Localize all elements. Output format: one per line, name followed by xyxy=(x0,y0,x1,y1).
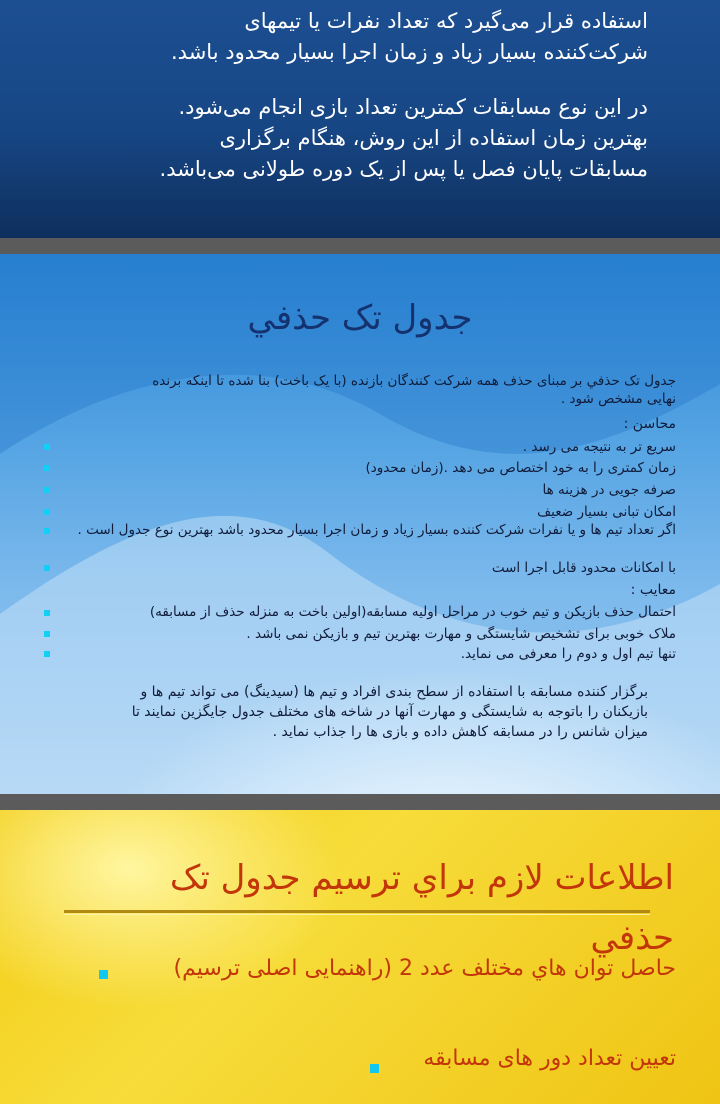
text-line: بهترین زمان استفاده از این روش، هنگام برگزاری xyxy=(219,126,648,150)
slide3-bullet-item: حاصل توان هاي مختلف عدد 2 (راهنمايی اصلی ترسیم) xyxy=(173,956,676,981)
cons-item: تنها تیم اول و دوم را معرفی می نماید. xyxy=(460,646,676,662)
slide2-title: جدول تک حذفي xyxy=(247,298,473,338)
bullet-icon xyxy=(44,528,50,534)
slide3-bullet-item: تعیین تعداد دور های مسابقه xyxy=(423,1046,676,1071)
cons-item: ملاک خوبی برای تشخیص شایستگی و مهارت بهترین تیم و بازیکن نمی باشد . xyxy=(246,626,676,642)
slide3-title: اطلاعات لازم براي ترسيم جدول تک حذفي xyxy=(169,858,674,958)
pros-item: اگر تعداد تیم ها و یا نفرات شرکت کننده بسیار زیاد و زمان اجرا بسیار محدود باشد بهترین نوع جدول است . xyxy=(77,522,676,538)
slide-3 xyxy=(0,810,720,1104)
text-line: شرکت‌کننده بسیار زیاد و زمان اجرا بسیار محدود باشد. xyxy=(171,40,648,64)
bullet-icon xyxy=(99,970,108,979)
text-line: بازیکنان را باتوجه به شایستگی و مهارت آنها در شاخه های مختلف جدول جایگزین نمایند تا xyxy=(131,704,648,720)
bullet-icon xyxy=(44,565,50,571)
bullet-icon xyxy=(44,487,50,493)
pros-item: سریع تر به نتیجه می رسد . xyxy=(522,439,676,455)
pros-item: زمان کمتری را به خود اختصاص می دهد .(زمان محدود) xyxy=(365,460,676,476)
slide1-paragraph-1 xyxy=(88,6,648,68)
bullet-icon xyxy=(44,444,50,450)
slide-1 xyxy=(0,0,720,238)
bullet-icon xyxy=(44,465,50,471)
pros-item: صرفه جویی در هزینه ها xyxy=(542,482,676,498)
cons-item: احتمال حذف بازیکن و تیم خوب در مراحل اولیه مسابقه(اولین باخت به منزله حذف از مسابقه) xyxy=(149,604,676,620)
text-line: استفاده قرار می‌گیرد که تعداد نفرات یا تیمهای xyxy=(244,9,648,33)
slide2-intro xyxy=(66,372,676,408)
slide2-footer xyxy=(58,682,648,742)
bullet-icon xyxy=(44,610,50,616)
cons-heading: معایب : xyxy=(630,582,676,598)
text-line: در این نوع مسابقات کمترین تعداد بازی انجام می‌شود. xyxy=(178,95,648,119)
bullet-icon xyxy=(44,509,50,515)
bullet-icon xyxy=(44,631,50,637)
bullet-icon xyxy=(44,651,50,657)
slide1-paragraph-2 xyxy=(78,92,648,185)
text-line: میزان شانس را در مسابقه کاهش داده و بازی ها را جذاب نماید . xyxy=(272,724,648,740)
title-underline xyxy=(64,910,650,913)
text-line: برگزار کننده مسابقه با استفاده از سطح بندی افراد و تیم ها (سیدینگ) می تواند تیم ها و xyxy=(140,684,648,700)
pros-heading: محاسن : xyxy=(623,416,676,432)
pros-item: با امکانات محدود قابل اجرا است xyxy=(491,560,676,576)
slide-divider xyxy=(0,794,720,810)
title-underline-highlight xyxy=(64,914,650,915)
pros-item: امکان تبانی بسیار ضعیف xyxy=(537,504,676,520)
text-line: جدول تک حذفي بر مبنای حذف همه شرکت کنندگان بازنده (با یک باخت) بنا شده تا اینکه برنده xyxy=(152,373,676,389)
text-line: مسابقات پایان فصل یا پس از یک دوره طولانی می‌باشد. xyxy=(159,157,648,181)
text-line: نهایی مشخص شود . xyxy=(560,391,676,407)
bullet-icon xyxy=(370,1064,379,1073)
slide-divider xyxy=(0,238,720,254)
slide-2 xyxy=(0,254,720,794)
